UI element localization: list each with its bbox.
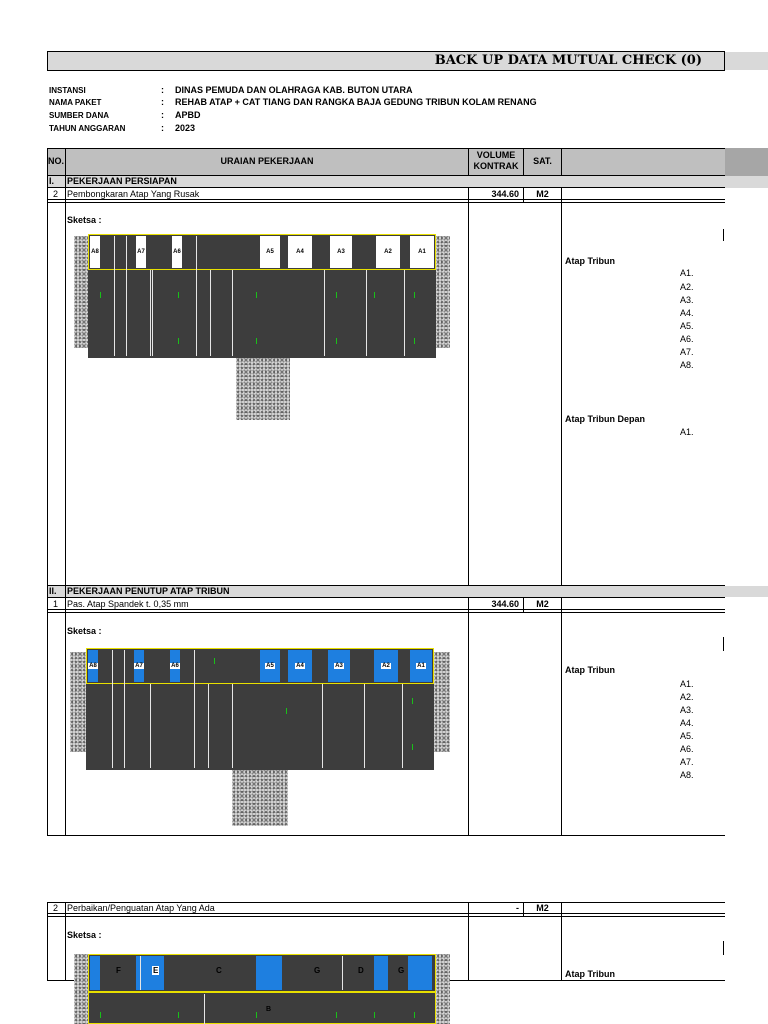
list-item: A3. bbox=[680, 705, 694, 715]
header-sat: SAT. bbox=[533, 156, 552, 166]
sketch-label: Sketsa : bbox=[67, 626, 102, 636]
roof-panel: G bbox=[314, 966, 321, 975]
roof-panel: G bbox=[398, 966, 405, 975]
roof-panel: A8 bbox=[90, 236, 100, 268]
section-number: II. bbox=[49, 586, 57, 596]
list-item: A3. bbox=[680, 295, 694, 305]
list-item: A7. bbox=[680, 347, 694, 357]
info-colon: : bbox=[161, 123, 164, 133]
header-kontrak: KONTRAK bbox=[473, 161, 519, 171]
item-number: 2 bbox=[53, 189, 59, 199]
list-item: A1. bbox=[680, 679, 694, 689]
roof-panel: A4 bbox=[288, 236, 312, 268]
roof-panel: F bbox=[116, 966, 121, 975]
header-volume: VOLUME bbox=[476, 150, 516, 160]
title-bar-extension bbox=[725, 52, 768, 70]
section-title: PEKERJAAN PERSIAPAN bbox=[67, 176, 177, 186]
roof-sketch bbox=[74, 234, 450, 420]
item-number: 2 bbox=[53, 903, 59, 913]
list-item: A8. bbox=[680, 360, 694, 370]
info-value-instansi: DINAS PEMUDA DAN OLAHRAGA KAB. BUTON UTARA bbox=[175, 85, 413, 95]
info-label-instansi: INSTANSI bbox=[49, 86, 86, 95]
list-item: A5. bbox=[680, 321, 694, 331]
list-item: A4. bbox=[680, 308, 694, 318]
roof-panel: A1 bbox=[410, 650, 432, 682]
roof-panel: B bbox=[266, 1006, 272, 1013]
roof-panel: A2 bbox=[376, 236, 400, 268]
roof-panel: A2 bbox=[374, 650, 398, 682]
list-item: A2. bbox=[680, 692, 694, 702]
roof-panel: A7 bbox=[134, 650, 144, 682]
section-title: PEKERJAAN PENUTUP ATAP TRIBUN bbox=[67, 586, 230, 596]
sketch-label: Sketsa : bbox=[67, 215, 102, 225]
info-value-sumber-dana: APBD bbox=[175, 110, 201, 120]
info-label-nama-paket: NAMA PAKET bbox=[49, 98, 102, 107]
roof-panel: A6 bbox=[170, 650, 180, 682]
roof-panel: A3 bbox=[328, 650, 350, 682]
roof-panel: A6 bbox=[172, 236, 182, 268]
roof-panel: A4 bbox=[288, 650, 312, 682]
sketch-label: Sketsa : bbox=[67, 930, 102, 940]
section-row-extension bbox=[725, 586, 768, 597]
info-colon: : bbox=[161, 85, 164, 95]
item-unit: M2 bbox=[536, 599, 549, 609]
info-label-tahun-anggaran: TAHUN ANGGARAN bbox=[49, 124, 126, 133]
group-title: Atap Tribun bbox=[565, 256, 615, 266]
roof-panel: A5 bbox=[260, 650, 280, 682]
list-item: A5. bbox=[680, 731, 694, 741]
roof-sketch bbox=[74, 954, 450, 1024]
title-bar bbox=[47, 51, 725, 71]
info-value-tahun-anggaran: 2023 bbox=[175, 123, 196, 133]
item-volume: 344.60 bbox=[491, 189, 519, 199]
list-item: A1. bbox=[680, 268, 694, 278]
item-unit: M2 bbox=[536, 903, 549, 913]
roof-panel: A8 bbox=[88, 650, 98, 682]
list-item: A2. bbox=[680, 282, 694, 292]
info-colon: : bbox=[161, 97, 164, 107]
item-description: Pas. Atap Spandek t. 0,35 mm bbox=[67, 599, 189, 609]
item-number: 1 bbox=[53, 599, 59, 609]
info-label-sumber-dana: SUMBER DANA bbox=[49, 111, 109, 120]
group-title: Atap Tribun bbox=[565, 969, 615, 979]
roof-panel: D bbox=[358, 966, 364, 975]
item-description: Perbaikan/Penguatan Atap Yang Ada bbox=[67, 903, 215, 913]
item-volume: - bbox=[516, 903, 519, 913]
header-no: NO. bbox=[47, 156, 64, 166]
roof-panel: E bbox=[153, 966, 159, 975]
list-item: A7. bbox=[680, 757, 694, 767]
info-colon: : bbox=[161, 110, 164, 120]
list-item: A6. bbox=[680, 334, 694, 344]
group-title: Atap Tribun bbox=[565, 665, 615, 675]
info-value-nama-paket: REHAB ATAP + CAT TIANG DAN RANGKA BAJA GEDUNG TRIBUN KOLAM RENANG bbox=[175, 97, 537, 107]
roof-panel: C bbox=[216, 966, 222, 975]
table-header-extension bbox=[725, 148, 768, 176]
page-title: BACK UP DATA MUTUAL CHECK (0) bbox=[434, 53, 702, 68]
list-item: A4. bbox=[680, 718, 694, 728]
roof-panel: A5 bbox=[260, 236, 280, 268]
roof-panel: A1 bbox=[410, 236, 434, 268]
group-title: Atap Tribun Depan bbox=[565, 414, 646, 424]
list-item: A6. bbox=[680, 744, 694, 754]
item-volume: 344.60 bbox=[491, 599, 519, 609]
header-uraian: URAIAN PEKERJAAN bbox=[220, 156, 314, 166]
roof-sketch bbox=[70, 648, 450, 826]
item-unit: M2 bbox=[536, 189, 549, 199]
list-item: A8. bbox=[680, 770, 694, 780]
roof-panel: A7 bbox=[136, 236, 146, 268]
section-row-extension bbox=[725, 176, 768, 187]
item-description: Pembongkaran Atap Yang Rusak bbox=[67, 189, 200, 199]
list-item: A1. bbox=[680, 427, 694, 437]
roof-panel: A3 bbox=[330, 236, 352, 268]
section-number: I. bbox=[49, 176, 55, 186]
